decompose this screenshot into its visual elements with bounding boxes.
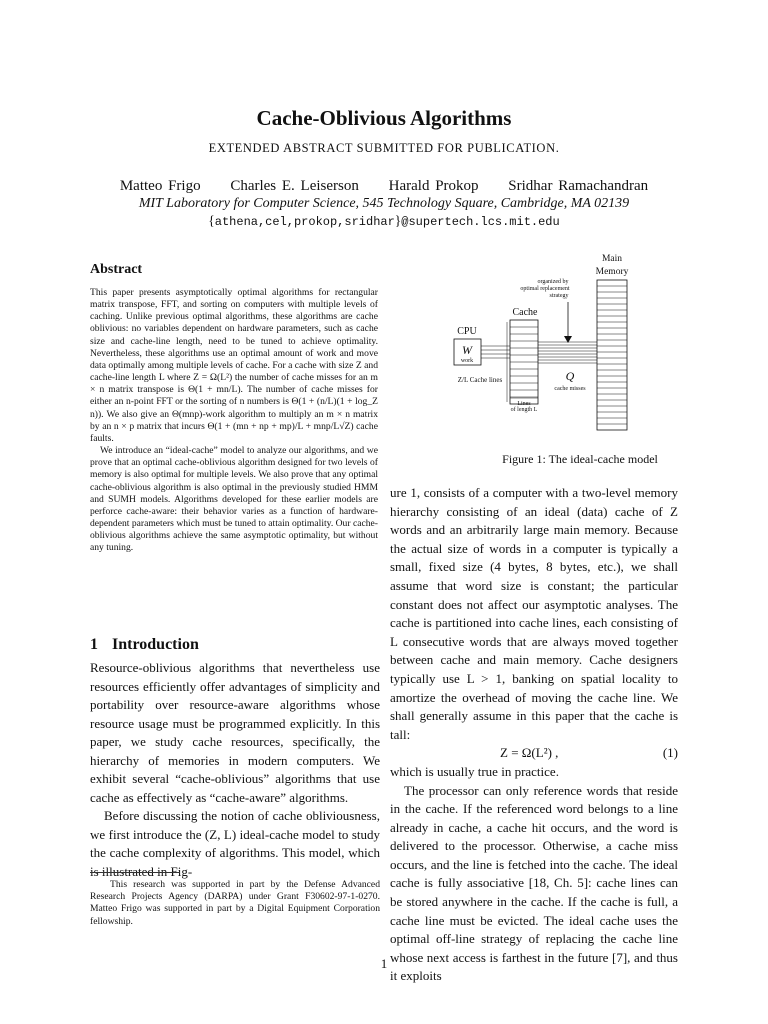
label-main: Main	[601, 254, 623, 264]
figure-caption: Figure 1: The ideal-cache model	[502, 452, 658, 466]
author: Charles E. Leiserson	[230, 178, 359, 194]
author: Matteo Frigo	[119, 178, 201, 194]
email-line	[0, 213, 768, 229]
label-cache-misses: cache misses	[554, 386, 586, 392]
introduction-body	[90, 659, 380, 881]
label-cache-lines: Z/L Cache lines	[457, 376, 503, 384]
label-cache: Cache	[512, 307, 538, 318]
affiliation: MIT Laboratory for Computer Science, 545 Technology Square, Cambridge, MA 02139	[138, 196, 630, 211]
label-lines: Lines	[517, 401, 531, 407]
label-of-length: of length L	[510, 407, 538, 413]
equation-row	[390, 744, 678, 763]
footnote-rule	[90, 872, 180, 873]
equation-number: (1)	[662, 745, 678, 761]
section-title: Introduction	[112, 636, 199, 653]
transfer-lines	[538, 342, 597, 363]
main-memory-block	[597, 280, 627, 430]
right-column-body	[390, 484, 678, 986]
email-brace-close: }	[394, 213, 402, 228]
equation: Z = Ω(L²) ,	[500, 745, 559, 761]
intro-paragraph: Resource-oblivious algorithms that nevertheless use resources efficiently offer advantages of simplicity and portability over resource-aware algorithms whose resource usage must be programmed explicitly. In this paper, we study cache resources, specifically, the hierarchy of memories in modern computers. We exhibit several “cache-oblivious” algorithms that use cache as effectively as “cache-aware” algorithms.	[90, 660, 380, 805]
email-users: athena,cel,prokop,sridhar	[214, 215, 395, 229]
ideal-cache-diagram	[440, 250, 640, 440]
author: Sridhar Ramachandran	[508, 178, 649, 194]
body-paragraph: The processor can only reference words that reside in the cache. If the referenced word belongs to a line already in cache, a cache hit occurs, and the word is delivered to the processor. Otherwise, a cache miss occurs, and the line is fetched into the cache. The ideal cache is fully associative [18, Ch. 5]: cache lines can be stored anywhere in the cache. If the cache is full, a cache line must be evicted. The ideal cache uses the optimal off-line strategy of replacing the cache line whose next access is farthest in the future [7], and thus it exploits	[390, 782, 678, 984]
intro-paragraph: Before discussing the notion of cache obliviousness, we first introduce the (Z, L) ideal-cache model to study the cache complexity of algorithms. This model, which is illustrated in Fig-	[90, 808, 380, 879]
label-w: W	[462, 343, 472, 357]
abstract-body	[90, 287, 378, 554]
page-number: 1	[380, 956, 388, 971]
label-work: work	[460, 358, 474, 364]
author: Harald Prokop	[388, 178, 479, 194]
label-optimal-replacement: optimal replacement	[520, 286, 570, 292]
paper-subtitle: EXTENDED ABSTRACT SUBMITTED FOR PUBLICATION.	[208, 141, 560, 155]
cpu-cache-lines	[481, 346, 510, 358]
email-domain: @supertech.lcs.mit.edu	[401, 215, 560, 229]
abstract-heading: Abstract	[90, 262, 143, 277]
footnote: This research was supported in part by the Defense Advanced Research Projects Agency (DARPA) under Grant F30602-97-1-0270. Matteo Frigo was supported in part by a Digital Equipment Corporation fellowship.	[90, 879, 380, 927]
section-heading-introduction	[90, 636, 199, 654]
paper-title: Cache-Oblivious Algorithms	[256, 106, 512, 130]
label-q: Q	[565, 369, 575, 383]
body-paragraph: ure 1, consists of a computer with a two-level memory hierarchy consisting of an ideal (data) cache of Z words and an arbitrarily large main memory. Because the actual size of words in a computer is typically a small, fixed size (4 bytes, 8 bytes, etc.), we shall assume that word size is constant; the particular constant does not affect our asymptotic analyses. The cache is partitioned into cache lines, each consisting of L consecutive words that are always moved together between cache and main memory. Cache designers typically use L > 1, banking on spatial locality to amortize the overhead of moving the cache line. We shall generally assume in this paper that the cache is tall:	[390, 485, 678, 742]
author-list	[0, 178, 768, 195]
label-memory: Memory	[595, 267, 629, 277]
label-organized-by: organized by	[537, 279, 569, 285]
label-strategy: strategy	[549, 293, 569, 299]
label-cpu: CPU	[457, 326, 477, 337]
abstract-paragraph: This paper presents asymptotically optimal algorithms for rectangular matrix transpose, FFT, and sorting on computers with multiple levels of caching. Unlike previous optimal algorithms, these algorithms are cache oblivious: no variables dependent on hardware parameters, such as cache size and cache-line length, need to be tuned to achieve optimality. Nevertheless, these algorithms use an optimal amount of work and move data optimally among multiple levels of cache. For a cache with size Z and cache-line length L where Z = Ω(L²) the number of cache misses for an m × n matrix transpose is Θ(1 + mn/L). The number of cache misses for either an n-point FFT or the sorting of n numbers is Θ(1 + (n/L)(1 + log_Z n)). We also give an Θ(mnp)-work algorithm to multiply an m × n matrix by an n × p matrix that incurs Θ(1 + (mn + np + mp)/L + mnp/L√Z) cache faults.	[90, 287, 378, 444]
email-brace-open: {	[208, 213, 215, 228]
abstract-paragraph: We introduce an “ideal-cache” model to analyze our algorithms, and we prove that an optimal cache-oblivious algorithm designed for two levels of memory is also optimal for multiple levels. We also prove that any optimal cache-oblivious algorithm is also optimal in the previously studied HMM and SUMH models. Algorithms developed for these earlier models are perforce cache-aware: their behavior varies as a function of hardware-dependent parameters which must be tuned to attain optimality. Our cache-oblivious algorithms achieve the same asymptotic optimality, but without any tuning.	[90, 445, 378, 554]
body-paragraph: which is usually true in practice.	[390, 763, 559, 779]
section-number: 1	[90, 636, 98, 653]
